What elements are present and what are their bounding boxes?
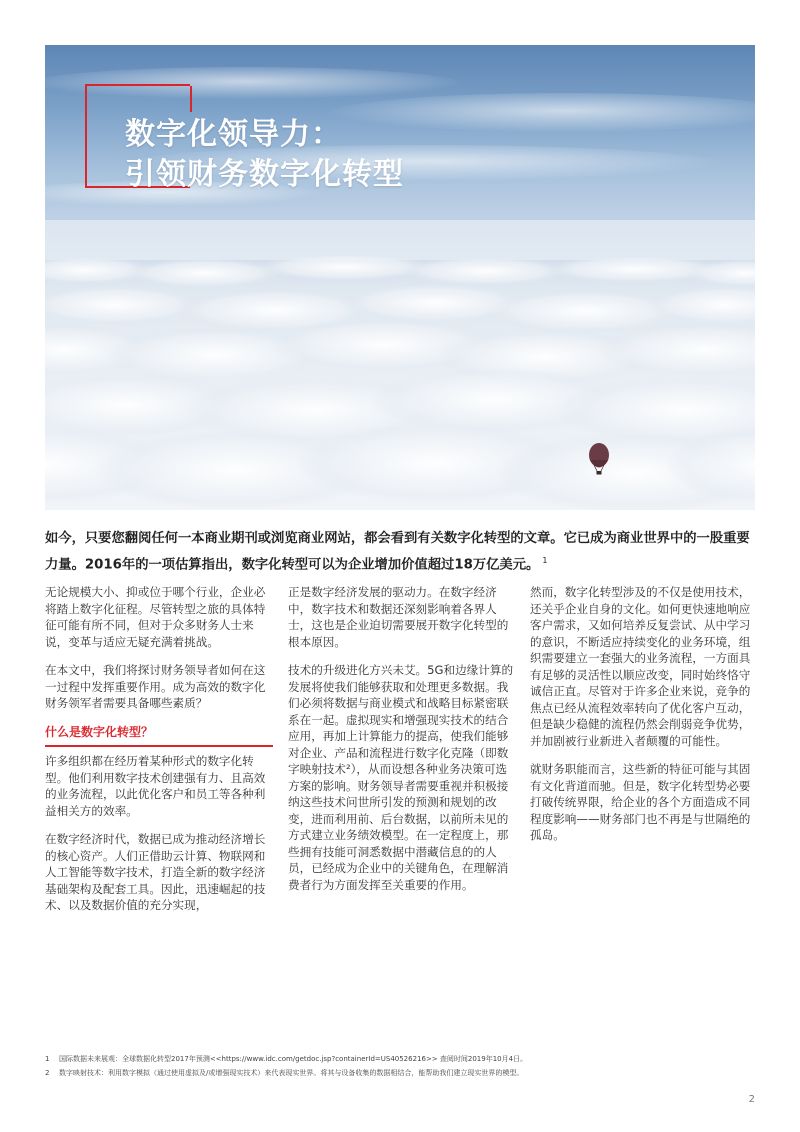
column1-paragraph-4: 在数字经济时代，数据已成为推动经济增长的核心资产。人们正借助云计算、物联网和人工智能等数字技术，打造全新的数字经济基础架构及配套工具。因此，迅速崛起的技术、以及数据价值的充分实现， [45,832,266,912]
column3-paragraph-2: 就财务职能而言，这些新的特征可能与其固有文化背道而驰。但是，数字化转型势必要打破传统界限，给企业的各个方面造成不同程度影响——财务部门也不再是与世隔绝的孤岛。 [530,762,751,842]
column2-paragraph-1: 正是数字经济发展的驱动力。在数字经济中，数字技术和数据还深刻影响着各界人士，这也是企业迫切需要展开数字化转型的根本原因。 [288,585,509,649]
column1-paragraph-3: 许多组织都在经历着某种形式的数字化转型。他们利用数字技术创建强有力、且高效的业务流程，以此优化客户和员工等各种利益相关方的效率。 [45,754,266,818]
footnote-text: 数字映射技术：利用数字模拟（通过使用虚拟及/或增强现实技术）来代表现实世界。将其与设备收集的数据相结合，能帮助我们建立现实世界的模型。 [59,1069,524,1077]
section-heading: 什么是数字化转型？ [45,724,273,748]
footnote-text: 国际数据未来展观：全球数据化转型2017年预测<<https://www.idc.com/getdoc.jsp?containerId=US40526216>> 查阅时间2019年10月4日。 [59,1055,528,1063]
intro-footnote-ref: 1 [542,556,548,565]
page-title-line1: 数字化领导力： [125,117,342,152]
column1-paragraph-1: 无论规模大小、抑或位于哪个行业，企业必将踏上数字化征程。尽管转型之旅的具体特征可能有所不同，但对于众多财务人士来说，变革与适应无疑充满着挑战。 [45,585,266,649]
page-title-line2: 引领财务数字化转型 [125,157,404,192]
column2-paragraph-2: 技术的升级进化方兴未艾。5G和边缘计算的发展将使我们能够获取和处理更多数据。我们必须将数据与商业模式和战略目标紧密联系在一起。虚拟现实和增强现实技术的结合应用，再加上计算能力的提高，使我们能够对企业、产品和流程进行数字化克隆（即数字映射技术²），从而设想各种业务决策可选方案的影响。财务领导者需要重视并积极接纳这些技术问世所引发的预测和规划的改变，进而利用前、后台数据，以前所未见的方式建立业务绩效模型。在一定程度上，那些拥有技能可洞悉数据中潜藏信息的的人员，已经成为企业中的关键角色，在理解消费者行为方面发挥至关重要的作用。 [288,663,514,892]
footnote [45,1052,765,1066]
footnote [45,1066,765,1080]
footnote-number: 2 [45,1069,50,1077]
footnotes [45,1052,765,1080]
text-column-3 [530,584,758,856]
footnote-number: 1 [45,1055,50,1063]
column1-paragraph-2: 在本文中，我们将探讨财务领导者如何在这一过程中发挥重要作用。成为高效的数字化财务领军者需要具备哪些素质？ [45,663,266,710]
text-column-1 [45,584,273,926]
intro-paragraph [45,528,757,576]
column3-paragraph-1: 然而，数字化转型涉及的不仅是使用技术，还关乎企业自身的文化。如何更快速地响应客户需求，又如何培养反复尝试、从中学习的意识，不断适应持续变化的业务环境，组织需要建立一套强大的业务流程，一方面具有足够的灵活性以顺应改变，同时始终恪守诚信正直。尽管对于许多企业来说，竞争的焦点已经从流程效率转向了优化客户互动，但是缺少稳健的流程仍然会削弱竞争优势，并加剧被行业新进入者颠覆的可能性。 [530,585,751,748]
page-number: 2 [748,1094,755,1105]
page-title [125,115,404,195]
intro-text: 如今，只要您翻阅任何一本商业期刊或浏览商业网站，都会看到有关数字化转型的文章。它已成为商业世界中的一股重要力量。2016年的一项估算指出，数字化转型可以为企业增加价值超过18万亿美元。 [45,531,750,573]
text-column-2 [288,584,516,905]
